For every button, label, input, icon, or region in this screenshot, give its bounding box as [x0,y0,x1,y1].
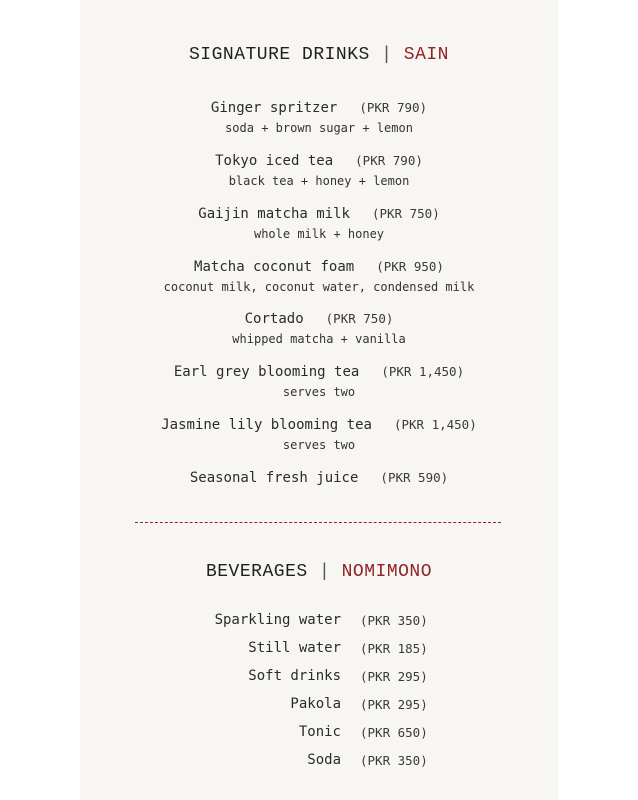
heading-title: SIGNATURE DRINKS [189,45,370,65]
item-price: (PKR 185) [360,641,428,656]
item-name: Earl grey blooming tea [173,364,360,380]
item-name: Pakola [290,696,341,712]
dashed-divider [135,522,501,523]
beverages-heading [0,562,638,582]
heading-title: BEVERAGES [205,562,308,582]
item-name: Soda [307,752,341,768]
item-name: Seasonal fresh juice [189,470,359,486]
item-name: Cortado [244,311,304,327]
item-name: Matcha coconut foam [194,259,355,275]
item-price: (PKR 590) [380,470,449,485]
item-description: serves two [282,438,356,452]
menu-item [0,256,638,294]
item-price: (PKR 1,450) [381,364,465,379]
item-name: Tonic [298,724,341,740]
menu-item [0,97,638,135]
heading-subtitle: NOMIMONO [341,562,433,582]
item-price: (PKR 295) [360,669,428,684]
beverage-item [0,640,638,658]
item-name: Jasmine lily blooming tea [161,417,372,433]
heading-separator: | [318,562,331,582]
item-name: Ginger spritzer [210,100,338,116]
item-description: serves two [282,385,356,399]
item-name: Soft drinks [248,668,341,684]
item-price: (PKR 750) [325,311,394,326]
beverage-item [0,724,638,742]
item-price: (PKR 650) [360,725,428,740]
item-name: Still water [248,640,341,656]
item-price: (PKR 295) [360,697,428,712]
item-description: coconut milk, coconut water, condensed milk [163,280,475,294]
item-price: (PKR 750) [371,206,440,221]
menu-item [0,150,638,188]
item-price: (PKR 350) [360,753,428,768]
beverage-item [0,668,638,686]
item-description: soda + brown sugar + lemon [225,121,413,135]
item-name: Tokyo iced tea [215,153,334,169]
item-price: (PKR 1,450) [393,417,477,432]
item-price: (PKR 350) [360,613,428,628]
item-description: whole milk + honey [253,227,385,241]
item-name: Gaijin matcha milk [198,206,350,222]
menu-item [0,203,638,241]
item-price: (PKR 790) [359,100,428,115]
menu-item [0,308,638,346]
item-price: (PKR 790) [355,153,423,168]
item-price: (PKR 950) [376,259,444,274]
item-description: whipped matcha + vanilla [232,332,406,346]
item-description: black tea + honey + lemon [228,174,410,188]
menu-item [0,414,638,452]
menu-item [0,467,638,486]
beverage-item [0,752,638,770]
signature-drinks-heading [0,45,638,65]
heading-subtitle: SAIN [403,45,449,65]
menu-item [0,361,638,399]
beverage-item [0,612,638,630]
beverage-item [0,696,638,714]
item-name: Sparkling water [214,612,341,628]
heading-separator: | [381,45,393,65]
